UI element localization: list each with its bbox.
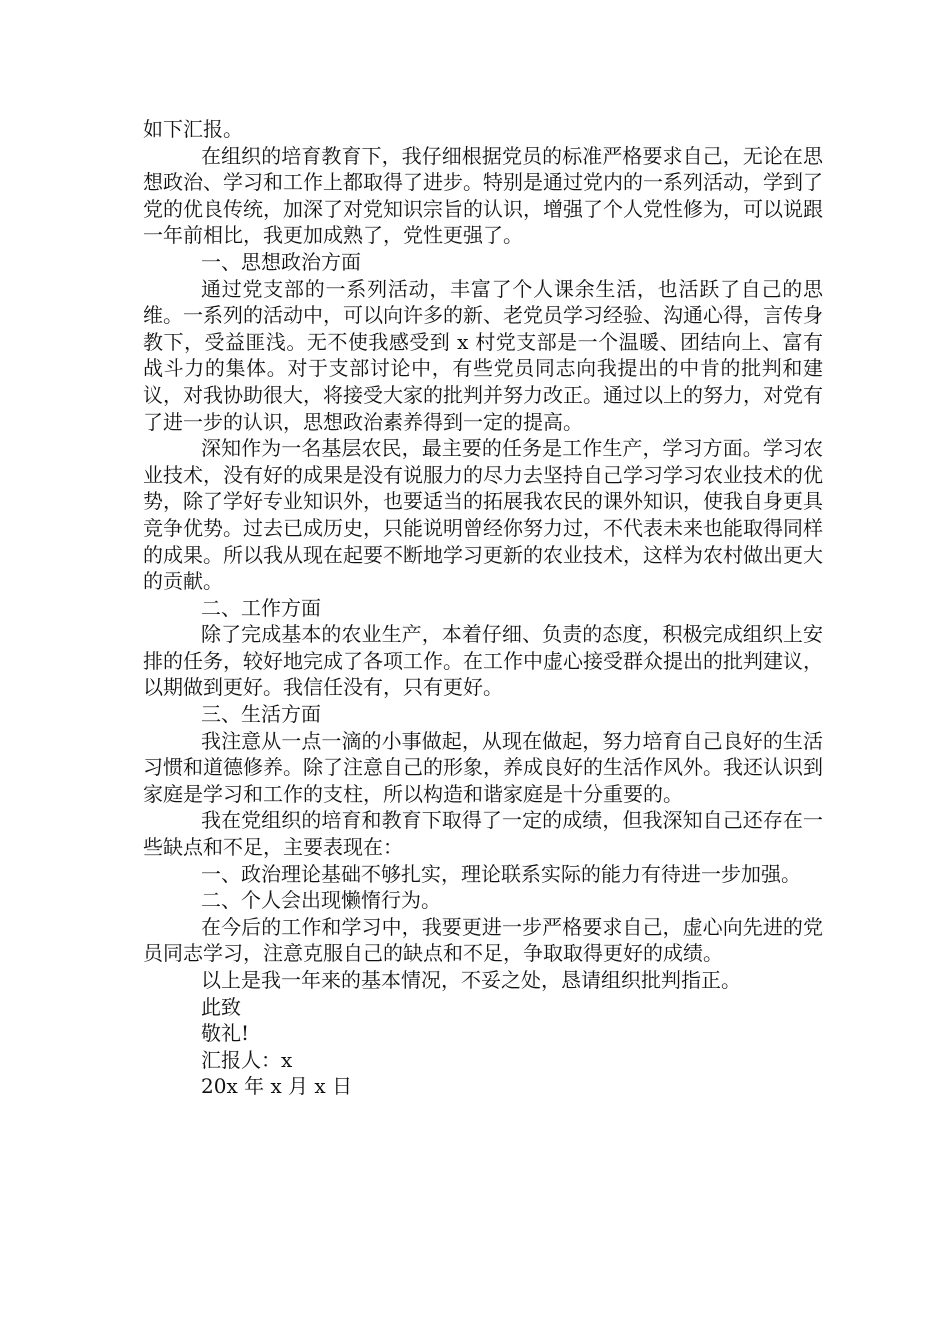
paragraph-work: 除了完成基本的农业生产，本着仔细、负责的态度，积极完成组织上安排的任务，较好地完成了各项工作。在工作中虚心接受群众提出的批判建议，以期做到更好。我信任没有，只有更好。	[143, 622, 823, 700]
paragraph-shortcomings-intro: 我在党组织的培育和教育下取得了一定的成绩，但我深知自己还存在一些缺点和不足，主要表现在：	[143, 808, 823, 860]
paragraph-intro: 在组织的培育教育下，我仔细根据党员的标准严格要求自己，无论在思想政治、学习和工作上都取得了进步。特别是通过党内的一系列活动，学到了党的优良传统，加深了对党知识宗旨的认识，增强了个人党性修为，可以说跟一年前相比，我更加成熟了，党性更强了。	[143, 143, 823, 248]
paragraph-shortcoming-1: 一、政治理论基础不够扎实，理论联系实际的能力有待进一步加强。	[201, 861, 801, 886]
paragraph-future: 在今后的工作和学习中，我要更进一步严格要求自己，虚心向先进的党员同志学习，注意克服自己的缺点和不足，争取取得更好的成绩。	[143, 914, 823, 966]
document-body	[143, 116, 823, 1100]
paragraph-conclusion: 以上是我一年来的基本情况，不妥之处，恳请组织批判指正。	[201, 968, 741, 992]
paragraph-thought-politics: 通过党支部的一系列活动，丰富了个人课余生活，也活跃了自己的思维。一系列的活动中，可以向许多的新、老党员学习经验、沟通心得，言传身教下，受益匪浅。无不使我感受到 x 村党支部是一个温暖、团结向上、富有战斗力的集体。对于支部讨论中，有些党员同志向我提出的中肯的批判和建议，对我协助很大，将接受大家的批判并努力改正。通过以上的努力，对党有了进一步的认识，思想政治素养得到一定的提高。	[143, 276, 823, 434]
paragraph-shortcoming-2: 二、个人会出现懒惰行为。	[201, 888, 441, 913]
paragraph-study: 深知作为一名基层农民，最主要的任务是工作生产，学习方面。学习农业技术，没有好的成果是没有说服力的尽力去坚持自己学习学习农业技术的优势，除了学好专业知识外，也要适当的拓展我农民的课外知识，使我自身更具竞争优势。过去已成历史，只能说明曾经你努力过，不代表未来也能取得同样的成果。所以我从现在起要不断地学习更新的农业技术，这样为农村做出更大的贡献。	[143, 436, 823, 594]
paragraph-opening: 如下汇报。	[143, 117, 243, 141]
paragraph-life: 我注意从一点一滴的小事做起，从现在做起，努力培育自己良好的生活习惯和道德修养。除了注意自己的形象，养成良好的生活作风外。我还认识到家庭是学习和工作的支柱，所以构造和谐家庭是十分重要的。	[143, 728, 823, 806]
closing-date: 20x 年 x 月 x 日	[201, 1074, 353, 1099]
section-heading-work: 二、工作方面	[201, 595, 321, 620]
closing-respect: 敬礼!	[201, 1021, 250, 1046]
closing-reporter: 汇报人：x	[201, 1047, 293, 1072]
section-heading-life: 三、生活方面	[201, 702, 321, 727]
closing-salutation: 此致	[201, 994, 241, 1019]
section-heading-thought-politics: 一、思想政治方面	[201, 249, 361, 274]
